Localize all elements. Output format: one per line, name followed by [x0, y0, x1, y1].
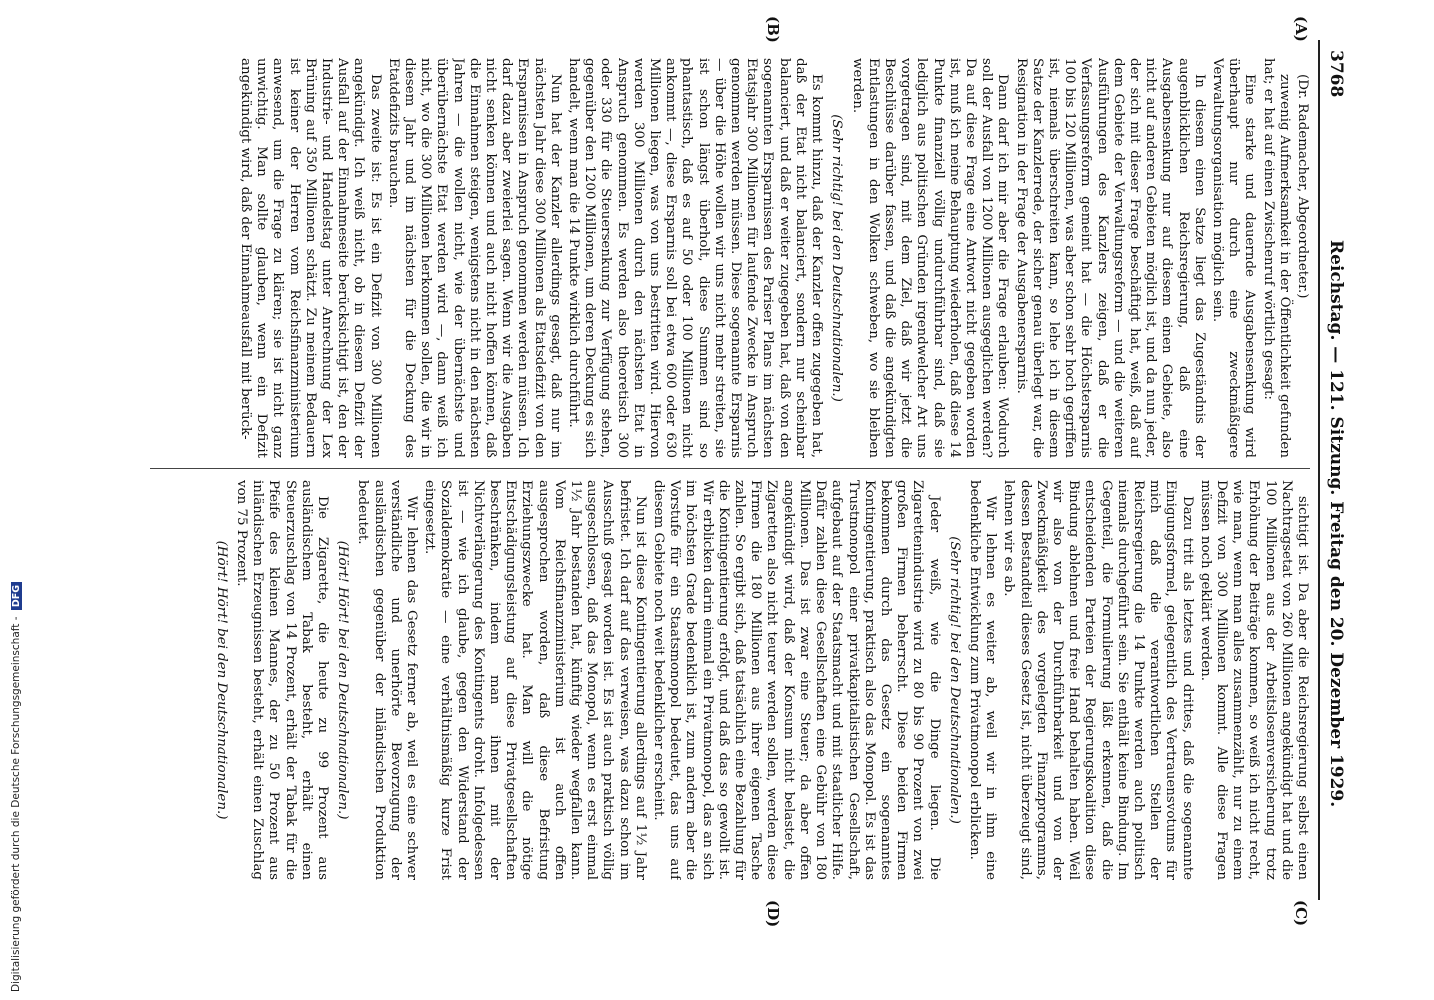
left-speaker-line: (Dr. Rademacher, Abgeordneter.): [1295, 74, 1310, 299]
left-paragraph: Das zweite ist: Es ist ein Defizit von 300 Millionen angekündigt. Ich weiß nicht, ob in diesem Defizit der Ausfall auf der Einnahmeseite berücksichtigt ist, den der Industrie- und Handelstag unter Anrechnung der Lex Brüning auf 350 Millionen schätzt. Zu meinem Bedauern ist keiner der Herren vom Reichsfinanzministerium anwesend, um die Frage zu klären; sie ist nicht ganz unwichtig. Man sollte glauben, wenn ein Defizit angekündigt wird, daß der Einnahmeausfall mit berück-: [238, 58, 383, 458]
left-interjection: (Sehr richtig! bei den Deutschnationalen.): [829, 114, 845, 402]
left-paragraph: In diesem einen Satze liegt das Zugeständnis der augenblicklichen Reichsregierung, daß eine Ausgabensenkung nur auf diesem einen Gebiete, also nicht auf anderen Gebieten möglich ist, und da nun jeder, der sich mit dieser Frage beschäftigt hat, weiß, daß auf dem Gebiete der Verwaltungsreform — und die weiteren Ausführungen des Kanzlers zeigen, daß er die Verfassungsreform gemeint hat — die Höchstersparnis 100 bis 120 Millionen, was aber schon sehr hoch gegriffen ist, niemals überschreiten kann, so lehe ich in diesem Satze der Kanzlerrede, der sicher genau überlegt war, die Resignation in der Frage der Ausgabenersparnis.: [1013, 58, 1207, 458]
margin-marker-d: (D): [764, 900, 782, 928]
left-column: [130, 58, 1310, 458]
right-interjection: (Hört! Hört! bei den Deutschnationalen.): [213, 540, 229, 820]
right-paragraph: Jeder weiß, wie die Dinge liegen. Die Zigarettenindustrie wird zu 80 bis 90 Prozent von zwei großen Firmen beherrscht. Diese beiden Firmen bekommen durch das Gesetz ein sogenanntes Kontingentierung, praktisch also das Monopol. Es ist das Trustmonopol einer privatkapitalistischen Gesellschaft, aufgebaut auf der Staatsmacht und mit staatlicher Hilfe. Dafür zahlen diese Gesellschaften eine Gebühr von 180 Millionen. Das ist zwar eine Steuer; da aber offen angekündigt wird, daß der Konsum nicht belastet, die Zigaretten also nicht teurer werden sollen, werden diese Firmen die 180 Millionen aus ihrer eigenen Tasche zahlen. So ergibt sich, daß tatsächlich eine Bezahlung für die Kontingentierung erfolgt, und daß das so gewollt ist. Wir erblicken darin einmal ein Privatmonopol, das an sich im höchsten Grade bedenklich ist, zum andern aber die Vorstufe für ein Staatsmonopol bedeutet, das uns auf diesem Gebiete noch weit bedenklicher erscheint.: [651, 480, 942, 880]
left-paragraph: Es kommt hinzu, daß der Kanzler offen zugegeben hat, daß der Etat nicht balanciert, sondern nur scheinbar balanciert, und daß er weiter zugegeben hat, daß von den sogenannten Ersparnissen des Pariser Plans im nächsten Etatsjahr 300 Millionen für laufende Zwecke in Anspruch genommen werden müssen. Diese sogenannte Ersparnis — über die Höhe wollen wir uns nicht mehr streiten, sie ist schon längst überholt, diese Summen sind so phantastisch, daß es auf 50 oder 100 Millionen nicht ankommt —, diese Ersparnis soll bei etwa 600 oder 630 Millionen liegen, was von uns bestritten wird. Hiervon werden 300 Millionen durch den nächsten Etat in Anspruch genommen. Es werden also theoretisch 300 oder 330 für die Steuersenkung zur Verfügung stehen, gegenüber den 1200 Millionen, um deren Deckung es sich handelt, wenn man die 14 Punkte wirklich durchführt.: [566, 58, 825, 458]
header-rule: [1318, 40, 1320, 900]
left-paragraph: zuwenig Aufmerksamkeit in der Öffentlichkeit gefunden hat; er hat auf einen Zwischenruf wörtlich gesagt:: [1260, 58, 1292, 458]
right-paragraph: Nun ist diese Kontingentierung allerdings auf 1½ Jahr befristet. Ich darf auf das verweisen, was dazu schon im Ausschuß gesagt worden ist. Es ist auch praktisch völlig ausgeschlossen, daß das Monopol, wenn es erst einmal 1½ Jahr bestanden hat, künftig wieder wegfallen kann. Vom Reichsfinanzministerium ist auch offen ausgesprochen worden, daß diese Befristung Erziehungszwecke hat. Man will die nötige Entschädigungsleistung auf diese Privatgesellschaften beschränken, indem man ihnen mit der Nichtverlängerung des Kontingents droht. Infolgedessen ist — wie ich glaube, gegen den Widerstand der Sozialdemokratie — eine verhältnismäßig kurze Frist eingesetzt.: [422, 480, 648, 880]
page-header: [1320, 40, 1350, 900]
margin-marker-b: (B): [764, 16, 782, 43]
left-paragraph: Dann darf ich mir aber die Frage erlauben: Wodurch soll der Ausfall von 1200 Millionen ausgeglichen werden? Da auf diese Frage eine Antwort nicht gegeben worden ist, muß ich meine Behauptung wiederholen, daß diese 14 Punkte finanziell völlig undurchführbar sind, daß sie lediglich aus politischen Gründen irgendwelcher Art uns vorgetragen sind, mit dem Ziel, daß wir jetzt die Beschlüsse darüber fassen, und daß die angekündigten Entlastungen in den Wolken schweben, wo sie bleiben werden.: [849, 58, 1011, 458]
column-divider: [150, 468, 1310, 469]
left-paragraph: Nun hat der Kanzler allerdings gesagt, daß nur im nächsten Jahr diese 300 Millionen als Etatsdefizit von den Ersparnissen in Anspruch genommen werden müssen. Ich darf dazu aber zweierlei sagen. Wenn wir die Ausgaben nicht senken können und auch nicht hoffen können, daß die Einnahmen steigen, wenigstens nicht in den nächsten Jahren — die wollen nicht, wie der übernächste und überübernächste Etat werden wird —, dann weiß ich nicht, wo die 300 Millionen herkommen sollen, die wir in diesem Jahr und im nächsten für die Deckung des Etatdefizits brauchen.: [385, 58, 563, 458]
right-interjection: (Sehr richtig! bei den Deutschnationalen.): [946, 536, 962, 824]
right-paragraph: Die Zigarette, die heute zu 99 Prozent aus ausländischem Tabak besteht, erhält einen Steuerzuschlag von 14 Prozent, erhält der Tabak für die Pfeife des kleinen Mannes, der zu 50 Prozent aus inländischen Erzeugnissen besteht, erhält einen Zuschlag von 75 Prozent.: [234, 480, 331, 880]
margin-marker-a: (A): [1292, 16, 1310, 42]
right-paragraph: Wir lehnen es weiter ab, weil wir in ihm eine bedenkliche Entwicklung zum Privatmonopol erblicken.: [966, 480, 999, 880]
dfg-logo: DFG: [11, 582, 22, 610]
right-paragraph: Dazu tritt als letztes und drittes, daß die sogenannte Einigungsformel, gelegentlich des Vertrauensvotums für mich daß die verantwortlichen Stellen der Reichsregierung die 14 Punkte werden auch politisch niemals durchgeführt sein. Sie enthält keine Bindung. Im Gegenteil, die Formulierung läßt erkennen, daß die entscheidenden Parteien der Regierungskoalition diese Bindung ablehnen und freie Hand behalten haben. Weil wir also von der Durchführbarkeit und von der Zweckmäßigkeit des vorgelegten Finanzprogramms, dessen Bestandteil dieses Gesetz ist, nicht überzeugt sind, lehnen wir es ab.: [1001, 480, 1195, 880]
left-paragraph: Eine starke und dauernde Ausgabensenkung wird überhaupt nur durch eine zweckmäßigere Verwaltungsorganisation möglich sein.: [1209, 58, 1258, 458]
right-paragraph: sichtigt ist. Da aber die Reichsregierung selbst einen Nachtragsetat von 260 Millionen angekündigt hat und die 100 Millionen aus der Arbeitslosenversicherung trotz Erhöhung der Beiträge kommen, so weiß ich nicht recht, wie man, wenn man alles zusammenzählt, nur zu einem Defizit von 300 Millionen kommt. Alle diese Fragen müssen noch geklärt werden.: [1197, 480, 1310, 880]
right-paragraph: Wir lehnen das Gesetz ferner ab, weil es eine schwer verständliche und unerhörte Bevorzugung der ausländischen gegenüber der inländischen Produktion bedeutet.: [355, 480, 420, 880]
page-title: Reichstag. — 121. Sitzung. Freitag den 20. Dezember 1929.: [1326, 240, 1346, 808]
digitization-credit: [10, 582, 22, 992]
right-interjection: (Hört! Hört! bei den Deutschnationalen.): [335, 540, 351, 820]
credit-text: Digitalisierung gefördert durch die Deutsche Forschungsgemeinschaft -: [10, 616, 22, 992]
right-column: [130, 480, 1310, 880]
page-number: 3768: [1326, 50, 1346, 98]
rotated-page-content: [110, 16, 1350, 928]
margin-marker-c: (C): [1292, 900, 1310, 927]
